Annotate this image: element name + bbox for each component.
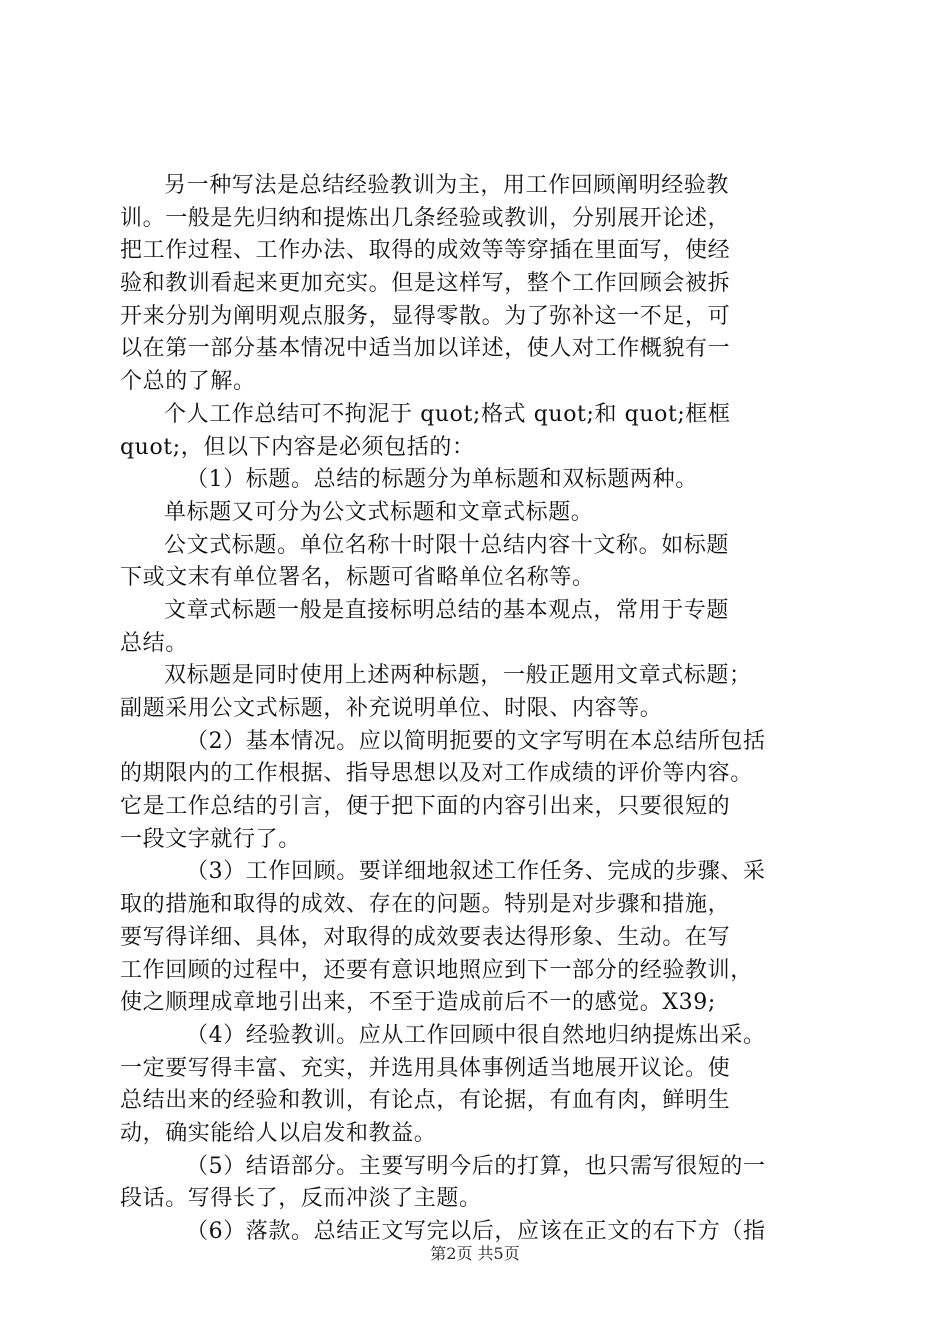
text-line: 双标题是同时使用上述两种标题，一般正题用文章式标题；	[164, 663, 752, 689]
text-line: 一定要写得丰富、充实，并选用具体事例适当地展开议论。使	[120, 1055, 731, 1081]
text-line: 另一种写法是总结经验教训为主，用工作回顾阐明经验教	[164, 173, 730, 198]
text-line: 工作回顾的过程中，还要有意识地照应到下一部分的经验教训，	[120, 957, 753, 983]
text-line: 要写得详细、具体，对取得的成效要表达得形象、生动。在写	[120, 924, 731, 950]
text-line: 动，确实能给人以启发和教益。	[120, 1120, 437, 1146]
text-line: 副题采用公文式标题，补充说明单位、时限、内容等。	[120, 696, 663, 721]
text-line: 以在第一部分基本情况中适当加以详述，使人对工作概貌有一	[120, 336, 731, 362]
text-line: 文章式标题一般是直接标明总结的基本观点，常用于专题	[164, 597, 730, 623]
text-line: 使之顺理成章地引出来，不至于造成前后不一的感觉。X39;	[120, 990, 716, 1016]
text-line: 个人工作总结可不拘泥于 quot;格式 quot;和 quot;框框	[164, 401, 731, 427]
text-line: 公文式标题。单位名称十时限十总结内容十文称。如标题	[164, 532, 730, 558]
document-body	[120, 170, 840, 1249]
text-line: （5）结语部分。主要写明今后的打算，也只需写很短的一	[186, 1153, 766, 1179]
text-line: 的期限内的工作根据、指导思想以及对工作成绩的评价等内容。	[120, 761, 753, 787]
text-line: 单标题又可分为公文式标题和文章式标题。	[164, 499, 594, 525]
text-line: 它是工作总结的引言，便于把下面的内容引出来，只要很短的	[120, 794, 731, 820]
text-line: 总结出来的经验和教训，有论点，有论据，有血有肉，鲜明生	[120, 1088, 731, 1114]
text-line: 总结。	[120, 630, 188, 656]
text-line: 下或文末有单位署名，标题可省略单位名称等。	[120, 565, 595, 591]
page-number-footer: 第2页 共5页	[430, 1244, 520, 1263]
text-line: （6）落款。总结正文写完以后，应该在正文的右下方（指	[186, 1219, 766, 1244]
text-line: 一段文字就行了。	[120, 826, 301, 852]
text-line: （3）工作回顾。要详细地叙述工作任务、完成的步骤、采	[186, 859, 766, 885]
text-line: （1）标题。总结的标题分为单标题和双标题两种。	[186, 467, 698, 493]
text-line: 验和教训看起来更加充实。但是这样写，整个工作回顾会被拆	[120, 271, 731, 297]
text-line: 把工作过程、工作办法、取得的成效等等穿插在里面写，使经	[120, 238, 731, 264]
text-line: （4）经验教训。应从工作回顾中很自然地归纳提炼出采。	[186, 1022, 766, 1048]
text-line: 个总的了解。	[120, 369, 256, 395]
text-line: （2）基本情况。应以简明扼要的文字写明在本总结所包括	[186, 728, 766, 754]
text-line: 训。一般是先归纳和提炼出几条经验或教训，分别展开论述，	[120, 205, 731, 231]
text-line: quot;，但以下内容是必须包括的：	[120, 434, 475, 460]
text-line: 开来分别为阐明观点服务，显得零散。为了弥补这一不足，可	[120, 303, 731, 329]
text-line: 取的措施和取得的成效、存在的问题。特别是对步骤和措施，	[120, 892, 731, 918]
text-line: 段话。写得长了，反而冲淡了主题。	[120, 1186, 482, 1212]
